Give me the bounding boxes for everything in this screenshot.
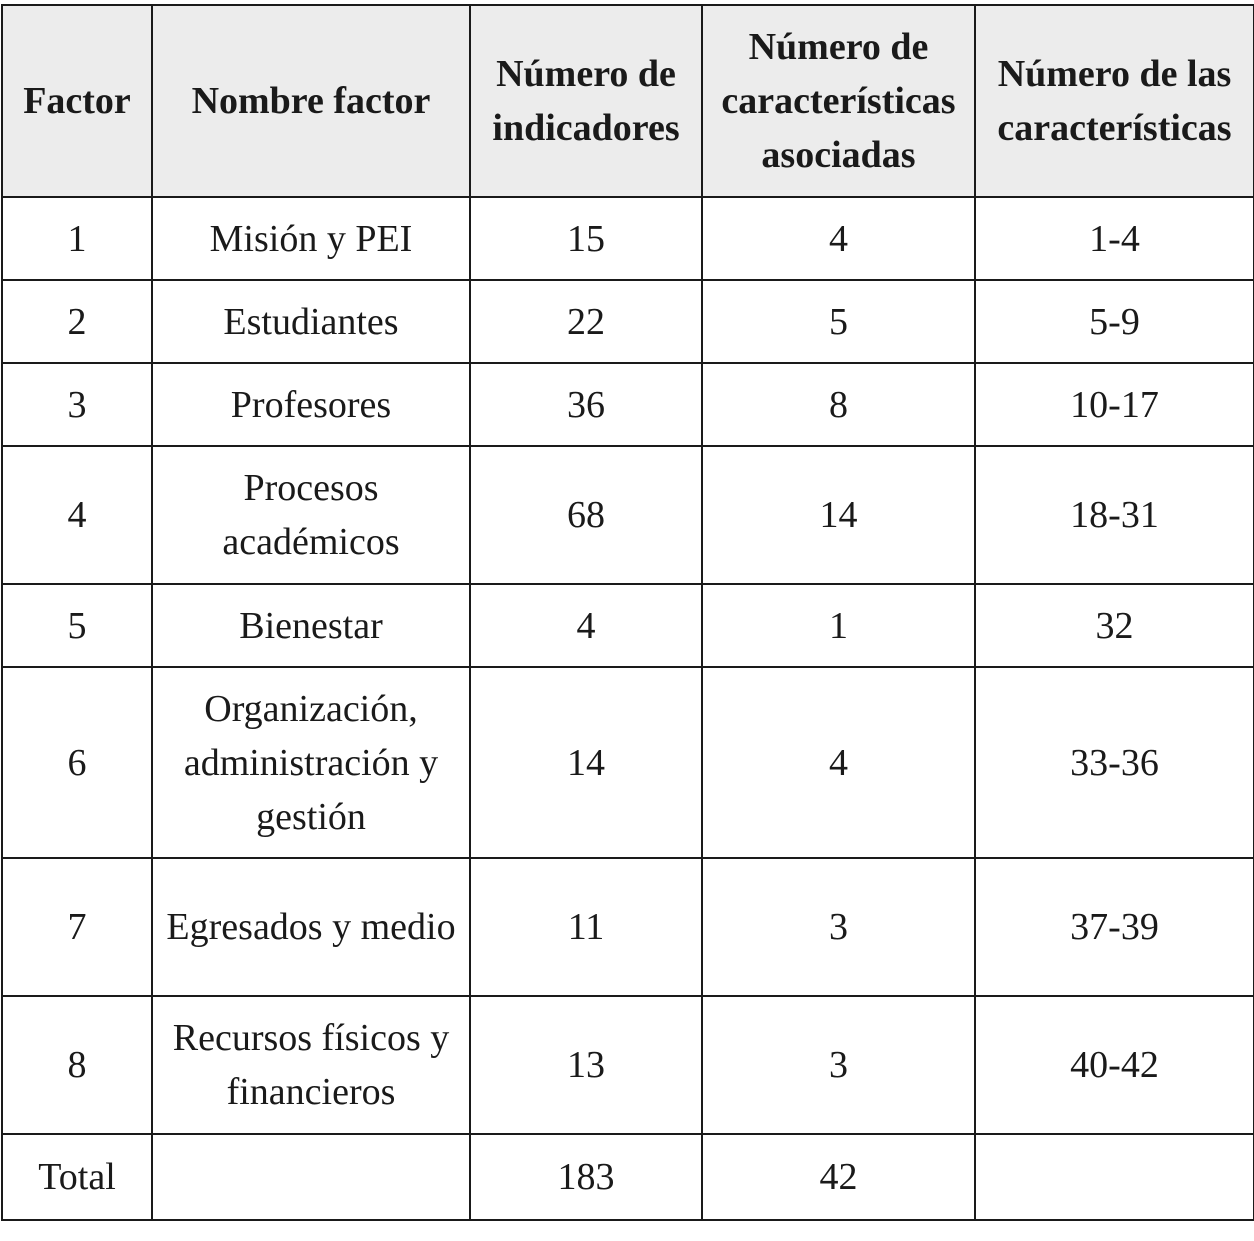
table-row	[2, 197, 1254, 280]
table-row	[2, 280, 1254, 363]
cell-numeros: 5-9	[975, 280, 1254, 363]
header-nombre-factor: Nombre factor	[152, 5, 470, 197]
total-numeros	[975, 1134, 1254, 1220]
cell-factor: 6	[2, 667, 152, 858]
cell-nombre: Procesos académicos	[152, 446, 470, 584]
cell-indicadores: 68	[470, 446, 702, 584]
cell-factor: 7	[2, 858, 152, 996]
cell-numeros: 32	[975, 584, 1254, 667]
total-caracteristicas: 42	[702, 1134, 975, 1220]
header-numero-de-las-caracteristicas: Número de las características	[975, 5, 1254, 197]
cell-caracteristicas: 4	[702, 197, 975, 280]
cell-indicadores: 15	[470, 197, 702, 280]
header-numero-caracteristicas-asociadas: Número de características asociadas	[702, 5, 975, 197]
cell-caracteristicas: 8	[702, 363, 975, 446]
cell-numeros: 33-36	[975, 667, 1254, 858]
total-indicadores: 183	[470, 1134, 702, 1220]
cell-caracteristicas: 4	[702, 667, 975, 858]
cell-factor: 2	[2, 280, 152, 363]
total-label: Total	[2, 1134, 152, 1220]
cell-caracteristicas: 1	[702, 584, 975, 667]
table-row	[2, 363, 1254, 446]
cell-numeros: 40-42	[975, 996, 1254, 1134]
cell-factor: 8	[2, 996, 152, 1134]
cell-numeros: 10-17	[975, 363, 1254, 446]
header-numero-indicadores: Número de indicadores	[470, 5, 702, 197]
cell-indicadores: 4	[470, 584, 702, 667]
table-row	[2, 996, 1254, 1134]
cell-factor: 3	[2, 363, 152, 446]
cell-nombre: Recursos físicos y financieros	[152, 996, 470, 1134]
cell-indicadores: 22	[470, 280, 702, 363]
factor-table	[1, 4, 1254, 1221]
cell-numeros: 18-31	[975, 446, 1254, 584]
cell-factor: 4	[2, 446, 152, 584]
header-factor: Factor	[2, 5, 152, 197]
cell-factor: 1	[2, 197, 152, 280]
cell-indicadores: 13	[470, 996, 702, 1134]
total-nombre	[152, 1134, 470, 1220]
cell-nombre: Egresados y medio	[152, 858, 470, 996]
header-row	[2, 5, 1254, 197]
total-row	[2, 1134, 1254, 1220]
cell-nombre: Organización, administración y gestión	[152, 667, 470, 858]
cell-nombre: Bienestar	[152, 584, 470, 667]
cell-nombre: Estudiantes	[152, 280, 470, 363]
cell-indicadores: 14	[470, 667, 702, 858]
cell-nombre: Misión y PEI	[152, 197, 470, 280]
cell-numeros: 37-39	[975, 858, 1254, 996]
table-row	[2, 584, 1254, 667]
cell-factor: 5	[2, 584, 152, 667]
cell-indicadores: 11	[470, 858, 702, 996]
cell-caracteristicas: 14	[702, 446, 975, 584]
cell-caracteristicas: 5	[702, 280, 975, 363]
cell-caracteristicas: 3	[702, 858, 975, 996]
cell-nombre: Profesores	[152, 363, 470, 446]
table-row	[2, 667, 1254, 858]
cell-numeros: 1-4	[975, 197, 1254, 280]
cell-caracteristicas: 3	[702, 996, 975, 1134]
table-row	[2, 446, 1254, 584]
table-row	[2, 858, 1254, 996]
cell-indicadores: 36	[470, 363, 702, 446]
